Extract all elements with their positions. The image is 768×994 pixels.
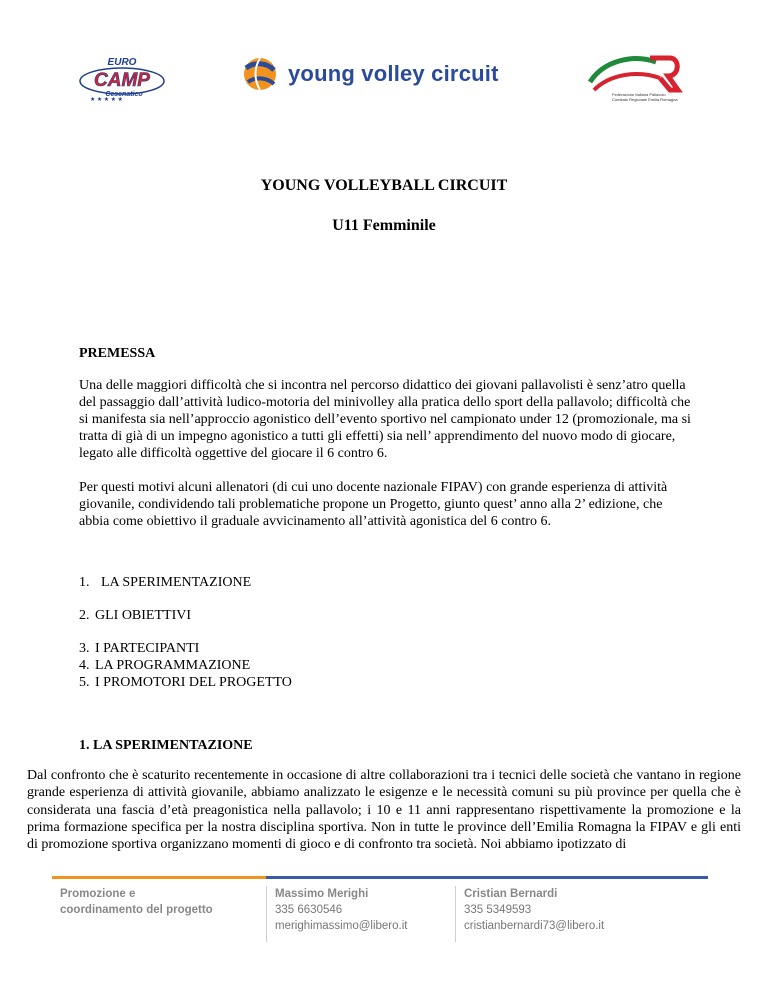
contact-name: Massimo Merighi [275, 888, 369, 900]
toc-item: 5. I PROMOTORI DEL PROGETTO [79, 675, 292, 690]
document-title: YOUNG VOLLEYBALL CIRCUIT [260, 177, 508, 194]
fipav-caption [612, 92, 692, 102]
eurocamp-logo [76, 54, 168, 104]
yvc-logo [238, 52, 538, 96]
toc-item: 1. LA SPERIMENTAZIONE [79, 575, 252, 590]
toc-list [79, 574, 292, 691]
premessa-text-2: Per questi motivi alcuni allenatori (di cui uno docente nazionale FIPAV) con grande esperienza di attività giovanile, condividendo tali problematiche propone un Progetto, giunto quest’ anno alla 2’ edizione, che abbia come obiettivo il graduale avvicinamento all’attività agonistica del 6 contro 6. [79, 480, 668, 529]
fipav-caption-line1: Federazione Italiana Pallavolo [612, 92, 666, 97]
premessa-paragraph-1 [79, 377, 691, 462]
svg-text:★ ★ ★ ★ ★: ★ ★ ★ ★ ★ [90, 97, 123, 103]
premessa-paragraph-2 [79, 479, 691, 530]
yvc-logo-text: young volley circuit [288, 61, 499, 86]
logo-bar [0, 48, 768, 118]
footer-label-line2: coordinamento del progetto [60, 904, 213, 916]
eurocamp-main-text: CAMP [94, 70, 150, 91]
toc-item: 3. I PARTECIPANTI [79, 641, 200, 656]
premessa-heading [79, 345, 691, 362]
contact-phone: 335 5349593 [464, 904, 532, 916]
eurocamp-top-text: EURO [107, 57, 137, 68]
eurocamp-sub-text: Cesenatico [105, 91, 143, 98]
footer-divider-blue [266, 876, 708, 879]
section1-heading [79, 737, 691, 754]
footer-label-line1: Promozione e [60, 888, 136, 900]
premessa-text-1: Una delle maggiori difficoltà che si incontra nel percorso didattico dei giovani pallavolisti è senz’atro quella del passaggio dall’attività ludico-motoria del minivolley alla pratica dello sport della pallavolo; difficoltà che si manifesta sia nell’approccio agonistico dell’evento sportivo nel campionato under 12 (promozionale, ma si tratta di già di un impegno agonistico a tutti gli effetti) sia nell’ apprendimento del nuovo modo di giocare, legato alle difficoltà oggettive del giocare il 6 contro 6. [79, 378, 691, 461]
footer-contact-merighi [266, 886, 407, 942]
footer-project-label [60, 886, 250, 918]
contact-email[interactable]: merighimassimo@libero.it [275, 920, 408, 932]
footer-divider-orange [52, 876, 266, 879]
contact-phone: 335 6630546 [275, 904, 343, 916]
contact-email[interactable]: cristianbernardi73@libero.it [464, 920, 605, 932]
toc-item: 4. LA PROGRAMMAZIONE [79, 658, 251, 673]
contact-name: Cristian Bernardi [464, 888, 558, 900]
volleyball-icon [238, 52, 282, 96]
section1-text: Dal confronto che è scaturito recentemente in occasione di altre collaborazioni tra i tecnici delle società che vantano in regione grande esperienza di attività giovanile, abbiamo analizzato le esigenze e le necessità comuni su più province per quella che è considerata una fascia d’età preagonistica nella pallavolo; i 10 e 11 anni rappresentano rispettivamente la promozione e la prima formazione specifica per la nostra disciplina sportiva. Non in tutte le province dell’Emilia Romagna la FIPAV e gli enti di promozione sportiva organizzano momenti di gioco e di confronto tra società. Noi abbiamo ipotizzato di [27, 768, 741, 853]
fipav-logo [584, 48, 684, 112]
section1-paragraph [27, 767, 741, 853]
premessa-heading-text: PREMESSA [79, 346, 156, 361]
fipav-caption-line2: Comitato Regionale Emilia Romagna [612, 97, 678, 102]
document-subtitle: U11 Femminile [332, 217, 436, 234]
section1-heading-text: 1. LA SPERIMENTAZIONE [79, 738, 253, 753]
toc-item: 2. GLI OBIETTIVI [79, 608, 192, 623]
footer-contact-bernardi [455, 886, 604, 942]
